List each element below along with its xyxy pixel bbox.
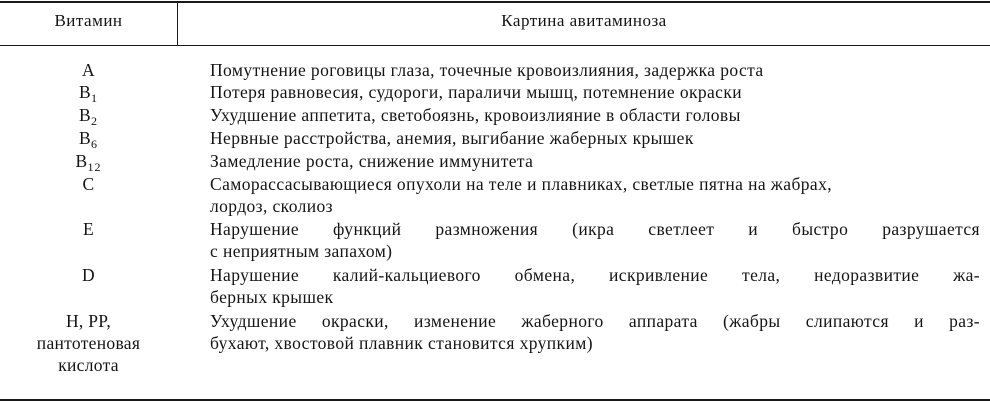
table-bottom-rule — [0, 399, 990, 401]
vitamin-cell — [0, 173, 177, 201]
deficiency-text: Потеря равновесия, судороги, параличи мышц, потемнение окраски — [210, 82, 743, 102]
vitamin-name: A — [82, 60, 95, 80]
deficiency-cell — [210, 264, 980, 308]
deficiency-cell — [210, 173, 980, 217]
vitamin-name: B — [75, 151, 88, 171]
deficiency-text: Помутнение роговицы глаза, точечные кровоизлияния, задержка роста — [210, 60, 764, 80]
vitamin-cell — [0, 310, 177, 376]
vitamin-name: пантотеновая — [36, 333, 141, 353]
deficiency-text: Саморассасывающиеся опухоли на теле и плавниках, светлые пятна на жабрах, — [210, 174, 832, 194]
deficiency-cell — [210, 218, 980, 262]
deficiency-text: берных крышек — [210, 287, 334, 307]
deficiency-text: Нервные расстройства, анемия, выгибание жаберных крышек — [210, 128, 694, 148]
vitamin-name: H, PP, — [65, 311, 112, 331]
vitamin-name: D — [82, 265, 95, 285]
deficiency-cell — [210, 104, 980, 126]
deficiency-cell — [210, 310, 980, 354]
column-header-vitamin: Витамин — [54, 11, 123, 30]
vitamin-name: E — [83, 219, 94, 239]
deficiency-text: бухают, хвостовой плавник становится хрупким) — [210, 333, 593, 353]
vitamin-name: B — [79, 128, 91, 148]
vitamin-name: кислота — [58, 355, 119, 375]
table-top-rule — [0, 1, 990, 3]
deficiency-text: Нарушение калий-кальциевого обмена, искривление тела, недоразвитие жа- — [210, 265, 980, 285]
vitamin-name: B — [79, 105, 91, 125]
deficiency-cell — [210, 127, 980, 149]
vitamin-subscript: 12 — [87, 160, 102, 174]
column-header-deficiency-picture: Картина авитаминоза — [501, 11, 667, 30]
header-bottom-rule — [0, 45, 990, 46]
deficiency-cell — [210, 150, 980, 172]
vitamin-cell — [0, 264, 177, 292]
deficiency-text: Нарушение функций размножения (икра светлеет и быстро разрушается — [210, 219, 980, 239]
vitamin-subscript: 2 — [90, 114, 98, 128]
deficiency-cell — [210, 59, 980, 81]
deficiency-text: Замедление роста, снижение иммунитета — [210, 151, 534, 171]
vitamin-subscript: 6 — [90, 137, 98, 151]
deficiency-cell — [210, 81, 980, 103]
deficiency-text: с неприятным запахом) — [210, 241, 393, 261]
deficiency-text: Ухудшение окраски, изменение жаберного аппарата (жабры слипаются и раз- — [210, 311, 980, 331]
deficiency-text: Ухудшение аппетита, светобоязнь, кровоизлияние в области головы — [210, 105, 741, 125]
vitamin-subscript: 1 — [90, 91, 98, 105]
vitamin-name: B — [79, 82, 91, 102]
vitamin-name: C — [82, 174, 95, 194]
vitamin-cell — [0, 218, 177, 246]
deficiency-text: лордоз, сколиоз — [210, 196, 333, 216]
